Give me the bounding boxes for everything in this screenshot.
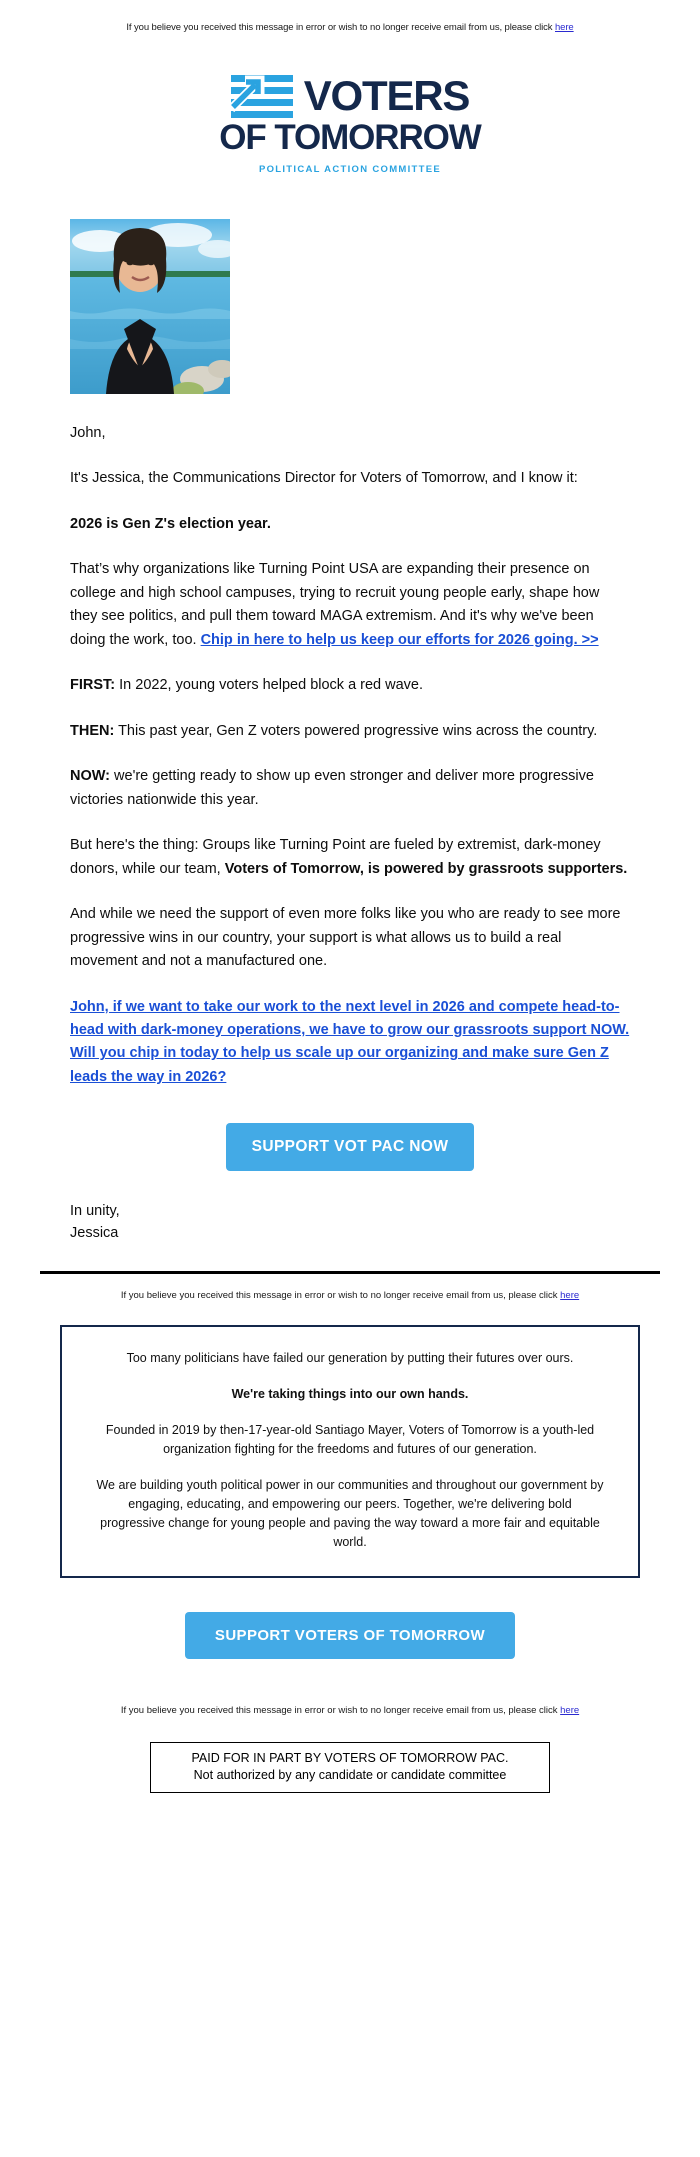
then-label: THEN: [70, 722, 115, 739]
intro-paragraph: It's Jessica, the Communications Director for Voters of Tomorrow, and I know it: [70, 470, 578, 487]
headline-paragraph [70, 513, 630, 536]
support-voters-of-tomorrow-button[interactable]: SUPPORT VOTERS OF TOMORROW [185, 1612, 515, 1659]
flag-arrow-icon [231, 73, 293, 119]
now-label: NOW: [70, 768, 111, 785]
unsubscribe-text-bottom: If you believe you received this message in error or wish to no longer receive email from us, please click [120, 1704, 561, 1716]
disclaimer-line-1: PAID FOR IN PART BY VOTERS OF TOMORROW PAC. [191, 1750, 509, 1765]
bottom-spacer [0, 1793, 700, 1823]
unsubscribe-text-mid: If you believe you received this message in error or wish to no longer receive email from us, please click [120, 1289, 561, 1301]
now-text: we're getting ready to show up even stronger and deliver more progressive victories nationwide this year. [70, 768, 594, 808]
top-unsubscribe-notice [0, 0, 700, 33]
mid-unsubscribe-notice [0, 1274, 700, 1301]
chip-in-link[interactable]: Chip in here to help us keep our efforts for 2026 going. >> [200, 631, 599, 648]
bottom-unsubscribe-notice [0, 1689, 700, 1716]
movement-paragraph: And while we need the support of even more folks like you who are ready to see more progressive wins in our country, your support is what allows us to build a real movement and not a manufactured one. [70, 906, 621, 970]
logo-subtitle: POLITICAL ACTION COMMITTEE [258, 163, 442, 175]
first-paragraph [70, 674, 630, 697]
about-organization-box [60, 1325, 640, 1578]
turning-point-paragraph [70, 558, 630, 652]
first-text: In 2022, young voters helped block a red wave. [115, 677, 424, 694]
unsubscribe-link-mid[interactable]: here [560, 1289, 580, 1301]
headline-text: 2026 is Gen Z's election year. [70, 515, 271, 532]
now-paragraph [70, 765, 630, 812]
about-paragraph-2: We're taking things into our own hands. [231, 1386, 469, 1401]
grassroots-paragraph [70, 834, 630, 881]
first-label: FIRST: [70, 677, 116, 694]
primary-cta-row [70, 1123, 630, 1171]
main-ask-link[interactable]: John, if we want to take our work to the next level in 2026 and compete head-to-head with dark-money operations, we have to grow our grassroots support NOW. Will you chip in today to help us scale up our organizing and make sure Gen Z leads the way in 2026? [70, 998, 630, 1085]
signoff-line-1: In unity, [70, 1203, 120, 1220]
logo-wordmark-line2: OF TOMORROW [219, 118, 481, 157]
logo-header [0, 33, 700, 175]
about-paragraph-4: We are building youth political power in our communities and throughout our government by engaging, educating, and empowering our peers. Together, we're delivering bold progressive change for young people and paving the way toward a more fair and equitable world. [96, 1477, 604, 1549]
about-paragraph-3: Founded in 2019 by then-17-year-old Santiago Mayer, Voters of Tomorrow is a youth-led organization fighting for the freedoms and futures of our generation. [105, 1422, 595, 1456]
sender-portrait-image [70, 219, 230, 394]
then-paragraph [70, 720, 630, 743]
logo-wordmark-line1: VOTERS [303, 72, 470, 119]
signoff-block [70, 1201, 630, 1245]
paid-for-disclaimer-box [150, 1742, 550, 1793]
disclaimer-line-2: Not authorized by any candidate or candidate committee [193, 1767, 507, 1782]
unsubscribe-link-bottom[interactable]: here [560, 1704, 580, 1716]
unsubscribe-link-top[interactable]: here [555, 22, 574, 33]
grassroots-bold-text: Voters of Tomorrow, is powered by grassroots supporters. [224, 860, 628, 877]
logo-primary-row [231, 73, 470, 119]
then-text: This past year, Gen Z voters powered progressive wins across the country. [114, 722, 598, 739]
unsubscribe-text: If you believe you received this message in error or wish to no longer receive email from us, please click [126, 22, 555, 33]
brand-logo [219, 73, 480, 175]
signoff-line-2: Jessica [70, 1225, 119, 1242]
support-vot-pac-button[interactable]: SUPPORT VOT PAC NOW [226, 1123, 475, 1171]
turning-point-text: That’s why organizations like Turning Point USA are expanding their presence on college and high school campuses, trying to recruit young people early, shape how they see politics, and pull them toward MAGA extremism. And it's why we've been doing the work, too. [70, 561, 600, 648]
footer-cta-row [0, 1612, 700, 1659]
grassroots-text: But here's the thing: Groups like Turning Point are fueled by extremist, dark-money donors, while our team, [70, 837, 601, 877]
email-body [70, 175, 630, 1245]
greeting-line: John, [70, 424, 106, 441]
about-paragraph-1: Too many politicians have failed our generation by putting their futures over ours. [126, 1350, 574, 1365]
